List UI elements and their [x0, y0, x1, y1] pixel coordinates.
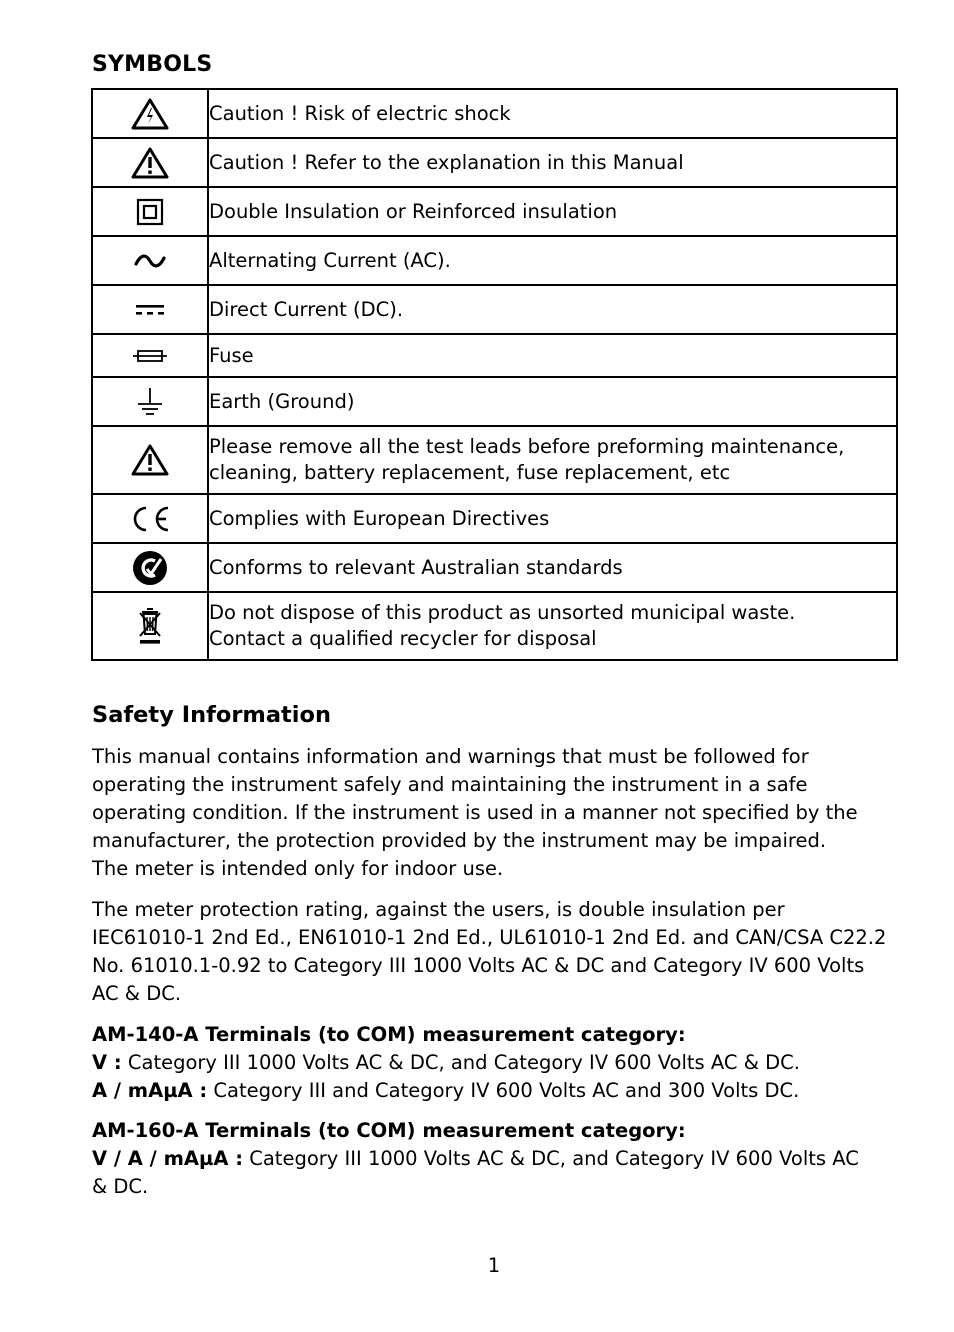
am160-text: Category III 1000 Volts AC & DC, and Category IV 600 Volts AC [243, 1147, 859, 1170]
page-number: 1 [487, 1254, 501, 1277]
am160-label: V / A / mAµA : [92, 1147, 244, 1170]
dc-icon [133, 300, 167, 320]
symbol-description: Double Insulation or Reinforced insulation [208, 187, 897, 236]
warning-icon [130, 443, 170, 477]
paragraph-line: IEC61010-1 2nd Ed., EN61010-1 2nd Ed., UL61010-1 2nd Ed. and CAN/CSA C22.2 [92, 926, 887, 949]
table-row [92, 138, 897, 187]
symbol-description [208, 426, 897, 494]
symbol-description-line: cleaning, battery replacement, fuse replacement, etc [209, 461, 731, 484]
paragraph-line: AC & DC. [92, 982, 182, 1005]
electric-shock-warning-icon [130, 97, 170, 131]
am140-v-label: V : [92, 1051, 122, 1074]
symbol-description: Alternating Current (AC). [208, 236, 897, 285]
paragraph-line: manufacturer, the protection provided by the instrument may be impaired. [92, 829, 827, 852]
safety-paragraph-intro [92, 743, 902, 883]
table-row [92, 543, 897, 592]
am140-heading: AM-140-A Terminals (to COM) measurement category: [92, 1023, 686, 1046]
table-row [92, 236, 897, 285]
ce-mark-icon [128, 504, 172, 534]
symbol-description-line: Do not dispose of this product as unsorted municipal waste. [209, 601, 796, 624]
symbol-description-line: Contact a qualified recycler for disposal [209, 627, 597, 650]
symbols-table [91, 88, 898, 661]
table-row [92, 89, 897, 138]
am160-text-continued: & DC. [92, 1175, 149, 1198]
symbol-description: Conforms to relevant Australian standards [208, 543, 897, 592]
symbols-title: SYMBOLS [92, 52, 213, 77]
symbol-description: Earth (Ground) [208, 377, 897, 426]
fuse-icon [131, 348, 169, 364]
symbol-description-line: Please remove all the test leads before preforming maintenance, [209, 435, 845, 458]
double-insulation-icon [135, 197, 165, 227]
table-row [92, 494, 897, 543]
symbol-description: Fuse [208, 334, 897, 377]
safety-information-heading: Safety Information [92, 702, 331, 728]
paragraph-line: The meter is intended only for indoor use. [92, 857, 504, 880]
ac-icon [133, 251, 167, 271]
symbol-description [208, 592, 897, 660]
paragraph-line: This manual contains information and warnings that must be followed for [92, 745, 809, 768]
am160-heading: AM-160-A Terminals (to COM) measurement category: [92, 1119, 686, 1142]
paragraph-line: operating the instrument safely and maintaining the instrument in a safe [92, 773, 808, 796]
am140-v-text: Category III 1000 Volts AC & DC, and Category IV 600 Volts AC & DC. [121, 1051, 800, 1074]
safety-paragraph-rating [92, 896, 902, 1008]
paragraph-line: The meter protection rating, against the users, is double insulation per [92, 898, 785, 921]
symbol-description: Complies with European Directives [208, 494, 897, 543]
paragraph-line: No. 61010.1-0.92 to Category III 1000 Volts AC & DC and Category IV 600 Volts [92, 954, 865, 977]
table-row [92, 187, 897, 236]
table-row [92, 377, 897, 426]
weee-bin-icon [135, 606, 165, 646]
caution-warning-icon [130, 146, 170, 180]
am140-category-block [92, 1021, 902, 1105]
table-row [92, 426, 897, 494]
symbol-description: Caution ! Refer to the explanation in this Manual [208, 138, 897, 187]
paragraph-line: operating condition. If the instrument is used in a manner not specified by the [92, 801, 858, 824]
table-row [92, 592, 897, 660]
symbol-description: Caution ! Risk of electric shock [208, 89, 897, 138]
symbol-description: Direct Current (DC). [208, 285, 897, 334]
am140-a-label: A / mAµA : [92, 1079, 208, 1102]
am160-category-block [92, 1117, 902, 1201]
table-row [92, 334, 897, 377]
am140-a-text: Category III and Category IV 600 Volts AC and 300 Volts DC. [207, 1079, 800, 1102]
c-tick-icon [131, 549, 169, 587]
table-row [92, 285, 897, 334]
earth-ground-icon [135, 386, 165, 418]
